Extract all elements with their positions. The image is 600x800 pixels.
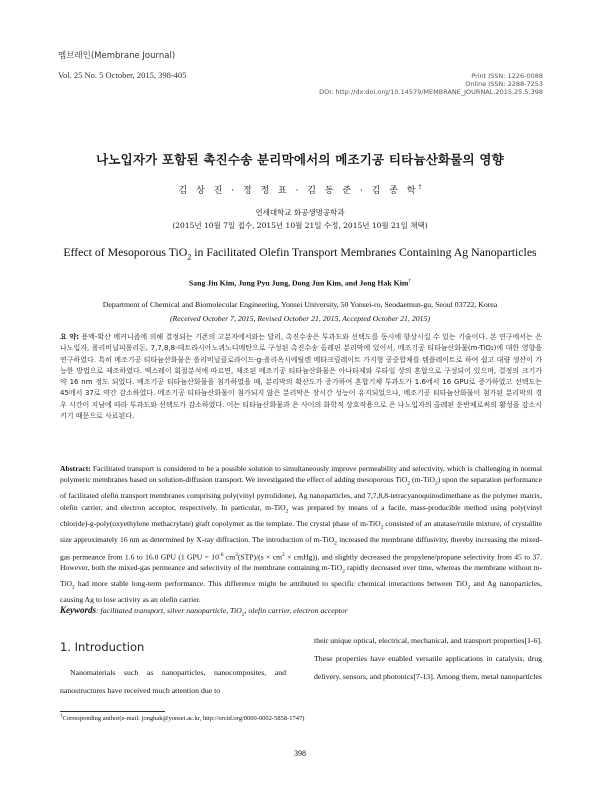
english-affiliation: Department of Chemical and Biomolecular Engineering, Yonsei University, 50 Yonsei-ro, Seodaemun-gu, Seoul 03722, Korea — [102, 300, 498, 309]
abstract-seg: rapidly decreased over time, whereas the membrane without m-TiO — [60, 563, 542, 589]
keywords-text-2: , olefin carrier, electron acceptor — [244, 606, 348, 615]
body-right-column: their unique optical, electrical, mechanical, and transport properties[1-6]. These properties have enabled versatile applications in catalysis, drug delivery, sensors, and photonics[7-13]. Among them, metal nanoparticles — [314, 636, 542, 681]
body-left-column — [60, 664, 286, 700]
footnote-mark: † — [60, 714, 63, 719]
abstract-sub: 2 — [467, 584, 471, 591]
korean-author-names: 김 상 진 · 정 정 표 · 김 동 준 · 김 종 학 — [178, 186, 419, 196]
abstract-sub: 2 — [71, 584, 75, 591]
english-title — [0, 245, 600, 261]
keywords-line — [60, 605, 542, 618]
abstract-sup: 3 — [235, 551, 238, 558]
abstract-sup: 2 — [281, 551, 285, 558]
footnote-rule — [60, 711, 165, 712]
abstract-seg: and Ag nanoparticles, causing Ag to lose activity as an olefin carrier. — [60, 579, 543, 605]
abstract-seg: had more stable long-term performance. This difference might be attributed to specific chemical interactions between TiO — [74, 579, 468, 589]
corresponding-mark: † — [418, 184, 422, 191]
keywords-label: Keywords — [60, 605, 96, 615]
abstract-sub: 2 — [434, 480, 438, 487]
english-title-post: in Facilitated Olefin Transport Membranes Containing Ag Nanoparticles — [191, 245, 537, 259]
footnote — [60, 714, 304, 722]
abstract-sub: 2 — [334, 540, 337, 547]
abstract-sub: 2 — [285, 508, 289, 515]
abstract-seg: (STP)/(s × cm — [237, 552, 282, 562]
abstract-seg: increased the membrane diffusivity, thereby increasing the mixed-gas permeance from 1.6 to 16.0 GPU (1 GPU = 10 — [60, 534, 542, 562]
abstract-seg: ) upon the separation performance of facilitated olefin transport membranes comprising poly(vinyl pyrrolidone), Ag nanoparticles, and 7,7,8,8-tetracyanoquinodimethane as the polymer matrix, olefin carrier, and electron acceptor, respectively. In particular, m-TiO — [60, 475, 542, 512]
korean-dates: (2015년 10월 7일 접수, 2015년 10월 21일 수정, 2015년 10월 21일 채택) — [172, 221, 428, 230]
print-issn: Print ISSN: 1226-0088 — [471, 72, 543, 80]
abstract-seg: was prepared by means of a facile, mass-producible method using poly(vinyl chloride)-g-poly(oxyethylene methacrylate) graft copolymer as the template. The crystal phase of m-TiO — [60, 502, 543, 528]
english-author-names: Sang Jin Kim, Jung Pyu Jung, Dong Jun Kim, and Jong Hak Kim — [188, 278, 409, 288]
english-authors — [0, 278, 600, 288]
doi-line: DOI: http://dx.doi.org/10.14579/MEMBRANE_JOURNAL.2015.25.5.398 — [319, 88, 543, 96]
abstract-sub: 2 — [407, 480, 411, 487]
journal-volume-line: Vol. 25 No. 5 October, 2015, 398-405 — [58, 70, 187, 80]
abstract-sub: 2 — [342, 568, 345, 575]
korean-abstract-label: 요 약: — [60, 333, 79, 341]
abstract-seg: cm — [223, 552, 236, 562]
abstract-sup: -6 — [218, 551, 224, 558]
page-number: 398 — [294, 749, 306, 758]
english-dates: (Received October 7, 2015, Revised October 21, 2015, Accepted October 21, 2015) — [169, 314, 431, 323]
keywords-text: : facilitated transport, silver nanoparticle, TiO — [96, 606, 242, 615]
korean-title: 나노입자가 포함된 촉진수송 분리막에서의 메조기공 티타늄산화물의 영향 — [96, 152, 504, 167]
abstract-seg: Facilitated transport is considered to be a possible solution to simultaneously improve permeability and selectivity, which is challenging in normal polymeric membranes based on solution-diffusion transport. We investigated the effect of adding mesoporous TiO — [60, 464, 542, 485]
korean-abstract-text: 용액-확산 메커니즘에 의해 결정되는 기존의 고분자에서와는 달리, 촉진수송은 투과도와 선택도를 동시에 향상시킬 수 있는 기술이다. 본 연구에서는 은 나노입자, 폴리비닐피롤리돈, 7,7,8,8-테트라시아노퀴노디메탄으로 구성된 촉진수송 올레핀 분리막에 있어서, 메조기공 티타늄산화물(m-TiO₂)에 대한 영향을 연구하였다. 특히 메조기공 티타늄산화물은 폴리비닐클로라이드-g-폴리옥시에틸렌 메타크릴레이트 가지형 공중합체를 템플레이트로 하여 쉽고 대량 생산이 가능한 방법으로 제조하였다. 엑스레이 회절분석에 따르면, 제조된 메조기공 티타늄산화물은 아나타제와 루타일 상의 혼합으로 구성되어 있으며, 결정의 크기가 약 16 nm 정도 되었다. 메조기공 티타늄산화물을 첨가하였을 때, 분리막의 확산도가 증가하여 혼합기체 투과도가 1.6에서 16 GPU로 증가하였고 선택도는 45에서 37로 약간 감소하였다. 메조기공 티타늄산화물이 첨가되지 않은 분리막은 장시간 성능이 유지되었으나, 메조기공 티타늄산화물이 첨가된 분리막의 경우 시간이 지남에 따라 투과도와 선택도가 감소하였다. 이는 티타늄산화물과 은 사이의 화학적 상호작용으로 은 나노입자의 올레핀 운반체로써의 활성을 감소시키기 때문으로 사료된다. — [60, 333, 542, 421]
english-title-sub: 2 — [187, 252, 192, 262]
korean-authors — [0, 183, 600, 196]
korean-affiliation: 연세대학교 화공생명공학과 — [255, 208, 345, 217]
online-issn: Online ISSN: 2288-7253 — [465, 80, 543, 88]
abstract-seg: × cmHg)), and slightly decreased the propylene/propane selectivity from 45 to 37. However, both the mixed-gas permeance and selectivity of the membrane containing m-TiO — [60, 552, 542, 573]
korean-abstract — [60, 332, 542, 422]
journal-name: 멤브레인(Membrane Journal) — [58, 51, 176, 61]
footnote-text: Corresponding author(e-mail: jonghak@yonsei.ac.kr, http://orcid.org/0000-0002-5858-1747) — [62, 715, 305, 723]
abstract-seg: (m-TiO — [410, 475, 435, 485]
english-abstract — [60, 463, 542, 606]
keywords-sub: 2 — [241, 611, 245, 618]
abstract-sub: 2 — [380, 524, 384, 531]
abstract-seg: consisted of an anatase/rutile mixture, of crystallite size approximately 16 nm as determined by X-ray diffraction. The introduction of m-TiO — [60, 518, 542, 544]
english-title-pre: Effect of Mesoporous TiO — [63, 245, 188, 259]
english-corresponding-mark: † — [408, 278, 412, 284]
body-left-text: Nanomaterials such as nanoparticles, nanocomposites, and nanostructures have received much attention due to — [60, 668, 286, 695]
section-title: 1. Introduction — [60, 640, 145, 654]
english-abstract-label: Abstract: — [60, 464, 91, 473]
